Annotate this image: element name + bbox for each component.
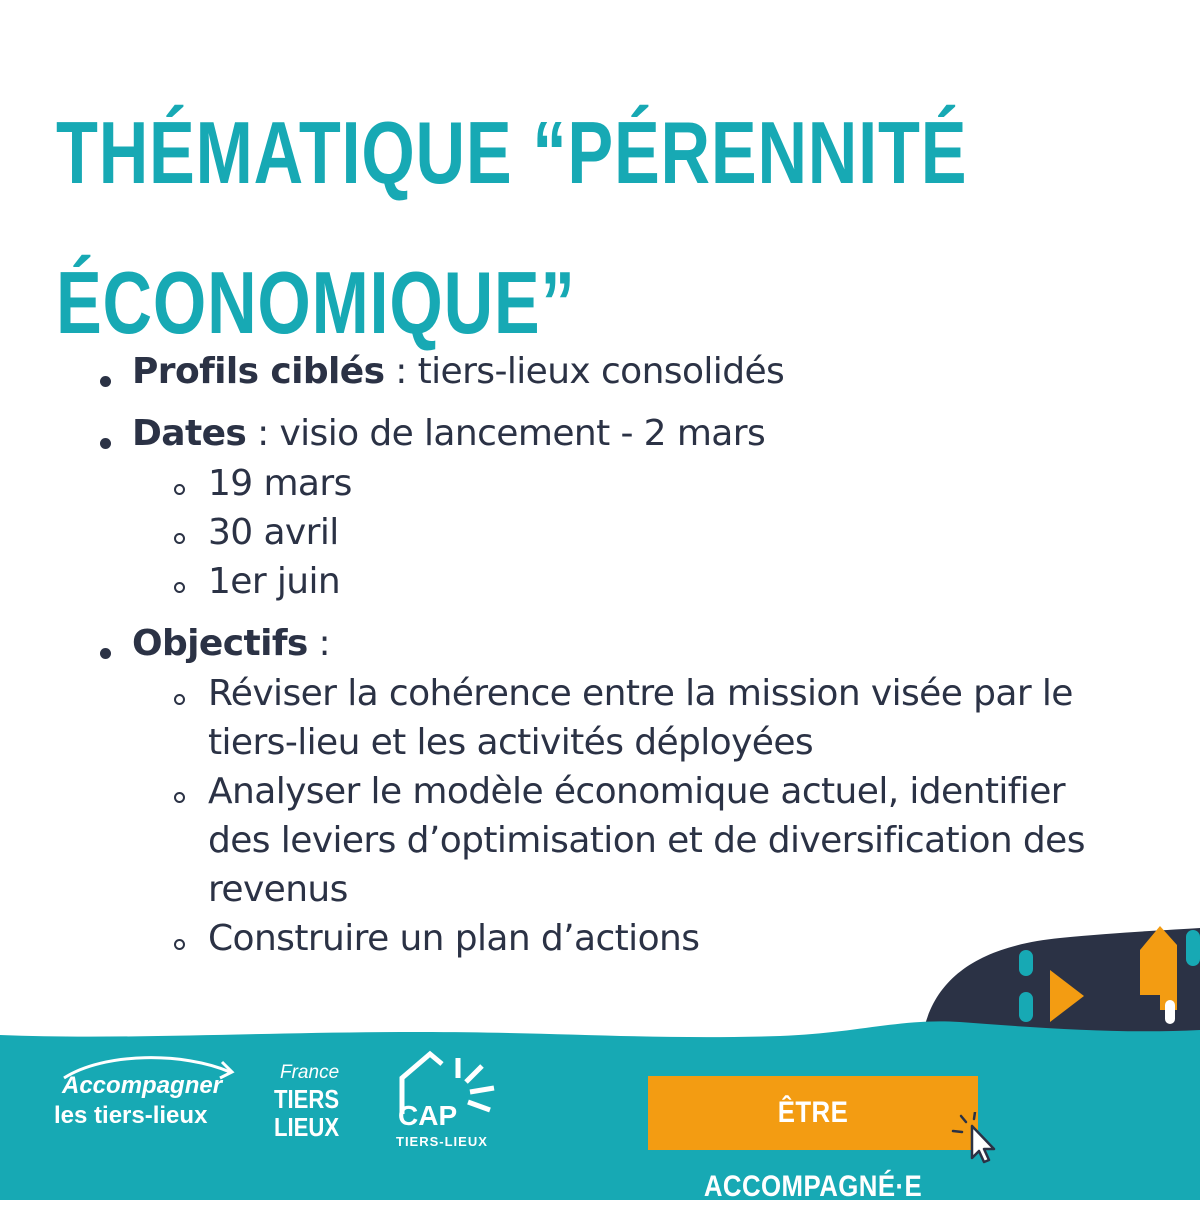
logo-france-tiers-lieux	[272, 1062, 364, 1152]
sub-bullet	[174, 582, 185, 593]
logo1-line-1: Accompagner	[62, 1072, 223, 1099]
objectif-2-line-3: revenus	[208, 869, 348, 910]
title-line-2: ÉCONOMIQUE”	[56, 253, 576, 352]
profils-label: Profils ciblés	[132, 351, 385, 392]
logo1-line-2: les tiers-lieux	[54, 1102, 208, 1129]
logo3-line-1: CAP	[398, 1100, 458, 1131]
sub-bullet	[174, 484, 185, 495]
sub-bullet	[174, 533, 185, 544]
date-item-1: 19 mars	[208, 463, 352, 504]
cta-label: ÊTRE ACCOMPAGNÉ·E	[703, 1096, 923, 1203]
teal-bar-3	[1186, 930, 1200, 966]
logo-cap-tiers-lieux	[396, 1048, 500, 1160]
objectifs-label: Objectifs	[132, 623, 308, 664]
title-line-1: THÉMATIQUE “PÉRENNITÉ	[56, 103, 968, 202]
cta-button[interactable]	[648, 1076, 978, 1203]
profils-value: tiers-lieux consolidés	[417, 351, 785, 392]
sub-bullet	[174, 792, 185, 803]
white-bar	[1165, 1000, 1175, 1024]
objectif-3-line-1: Construire un plan d’actions	[208, 918, 700, 959]
profils-separator: :	[384, 351, 418, 392]
logo3-line-2: TIERS-LIEUX	[396, 1134, 488, 1149]
objectif-1-line-2: tiers-lieu et les activités déployées	[208, 722, 814, 763]
teal-bar-2	[1019, 992, 1033, 1022]
bullet	[100, 438, 111, 449]
page-title	[56, 78, 968, 378]
logo2-line-1: France	[280, 1062, 340, 1083]
logo2-line-2: TIERS	[274, 1084, 340, 1114]
logo-accompagner-tiers-lieux	[54, 1058, 244, 1138]
teal-bar-1	[1019, 950, 1033, 976]
logo2-line-3: LIEUX	[274, 1112, 340, 1142]
objectif-2-line-2: des leviers d’optimisation et de diversification des	[208, 820, 1085, 861]
sub-bullet	[174, 694, 185, 705]
objectif-2-line-1: Analyser le modèle économique actuel, identifier	[208, 771, 1065, 812]
dates-label: Dates	[132, 413, 247, 454]
objectif-1-line-1: Réviser la cohérence entre la mission visée par le	[208, 673, 1073, 714]
objectifs-separator: :	[307, 623, 331, 664]
cursor-icon	[948, 1112, 1008, 1172]
dates-value: visio de lancement - 2 mars	[279, 413, 766, 454]
date-item-3: 1er juin	[208, 561, 341, 602]
bullet	[100, 648, 111, 659]
dates-separator: :	[246, 413, 280, 454]
bullet	[100, 376, 111, 387]
date-item-2: 30 avril	[208, 512, 339, 553]
